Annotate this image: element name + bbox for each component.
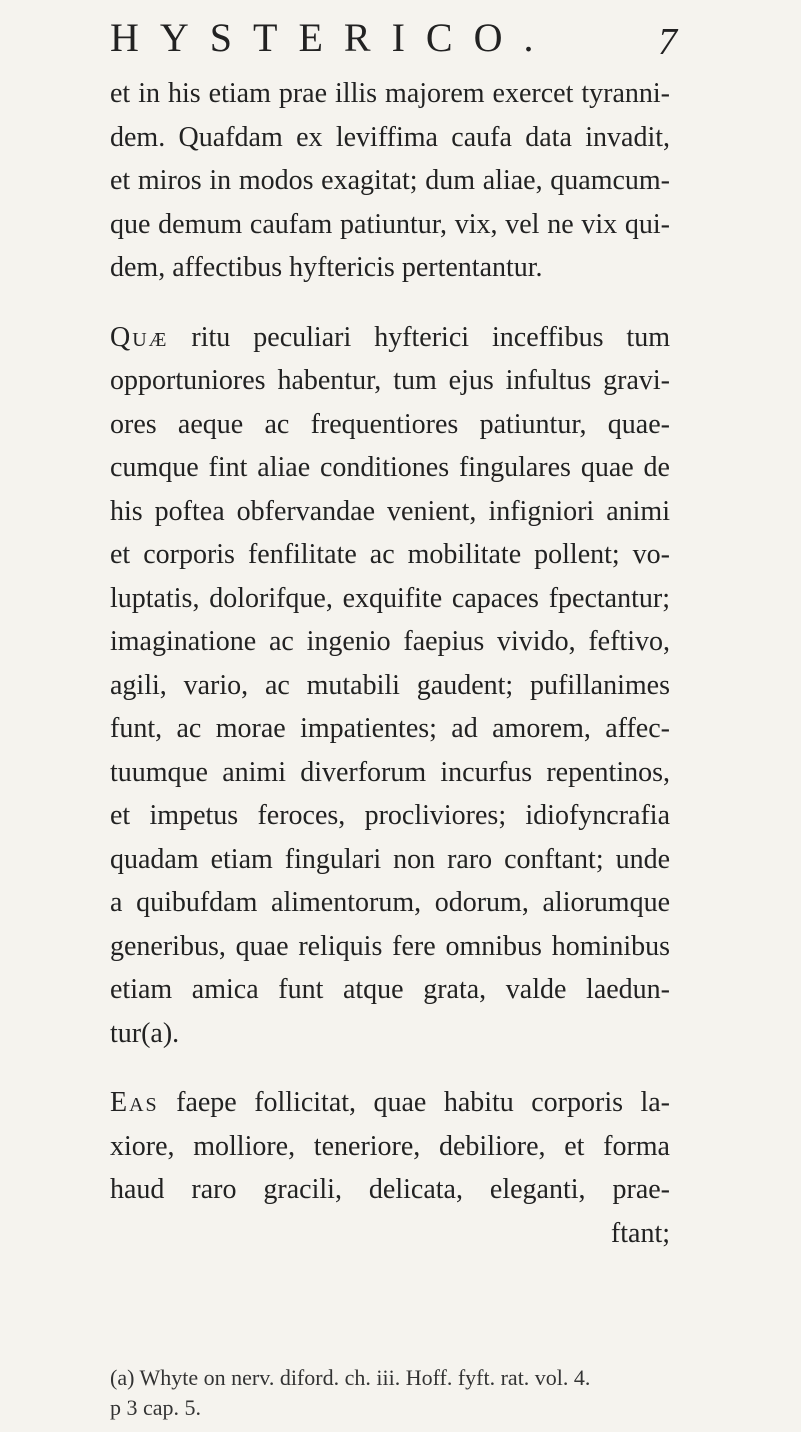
paragraph-gap [110, 290, 670, 316]
paragraph-gap [110, 1055, 670, 1081]
text-line: quadam etiam fingulari non raro conftant; unde [110, 843, 670, 875]
text-line [110, 1081, 670, 1125]
text-line: opportuniores habentur, tum ejus infultus gravi- [110, 365, 670, 396]
text-line: cumque fint aliae conditiones fingulares quae de [110, 452, 670, 483]
text-line: generibus, quae reliquis fere omnibus hominibus [110, 930, 670, 962]
text-line: tur(a). [110, 1017, 180, 1049]
footnote-line: p 3 cap. 5. [110, 1395, 202, 1420]
running-head: HYSTERICO. [110, 15, 555, 60]
text-line: a quibufdam alimentorum, odorum, aliorumque [110, 887, 670, 918]
paragraph-lead: Quæ [110, 321, 169, 353]
body-text [110, 72, 670, 1255]
paragraph-3 [110, 1081, 670, 1255]
text-line: dem, affectibus hyftericis pertentantur. [110, 252, 543, 283]
text-fragment: ritu peculiari hyfterici inceffibus tum [168, 321, 670, 353]
text-line: ores aeque ac frequentiores patiuntur, quae- [110, 408, 670, 440]
text-line: tuumque animi diverforum incurfus repentinos, [110, 756, 670, 788]
text-line: xiore, molliore, teneriore, debiliore, et forma [110, 1130, 670, 1162]
paragraph-1 [110, 72, 670, 290]
text-line: luptatis, dolorifque, exquifite capaces fpectantur; [110, 582, 670, 614]
text-line: et miros in modos exagitat; dum aliae, quamcum- [110, 165, 670, 196]
text-line: haud raro gracili, delicata, eleganti, prae- [110, 1174, 670, 1205]
page-number: 7 [658, 21, 677, 63]
text-line: imaginatione ac ingenio faepius vivido, feftivo, [110, 626, 670, 657]
paragraph-lead: Eas [110, 1087, 159, 1118]
text-line: funt, ac morae impatientes; ad amorem, affec- [110, 713, 670, 744]
footnote-line: (a) Whyte on nerv. diford. ch. iii. Hoff. fyft. rat. vol. 4. [110, 1365, 591, 1390]
text-line: et corporis fenfilitate ac mobilitate pollent; vo- [110, 539, 670, 570]
text-line: his poftea obfervandae venient, infigniori animi [110, 495, 670, 527]
text-line: etiam amica funt atque grata, valde laedun- [110, 974, 670, 1005]
footnote [110, 1363, 670, 1423]
text-line: ftant; [610, 1217, 670, 1249]
paragraph-2 [110, 316, 670, 1056]
text-line [110, 316, 670, 360]
text-line: agili, vario, ac mutabili gaudent; pufillanimes [110, 669, 670, 701]
text-line: dem. Quafdam ex leviffima caufa data invadit, [110, 121, 670, 153]
text-line: et in his etiam prae illis majorem exercet tyranni- [110, 78, 670, 109]
text-line: que demum caufam patiuntur, vix, vel ne vix qui- [110, 208, 670, 240]
text-fragment: faepe follicitat, quae habitu corporis la- [158, 1087, 670, 1118]
text-line: et impetus feroces, procliviores; idiofyncrafia [110, 800, 670, 831]
